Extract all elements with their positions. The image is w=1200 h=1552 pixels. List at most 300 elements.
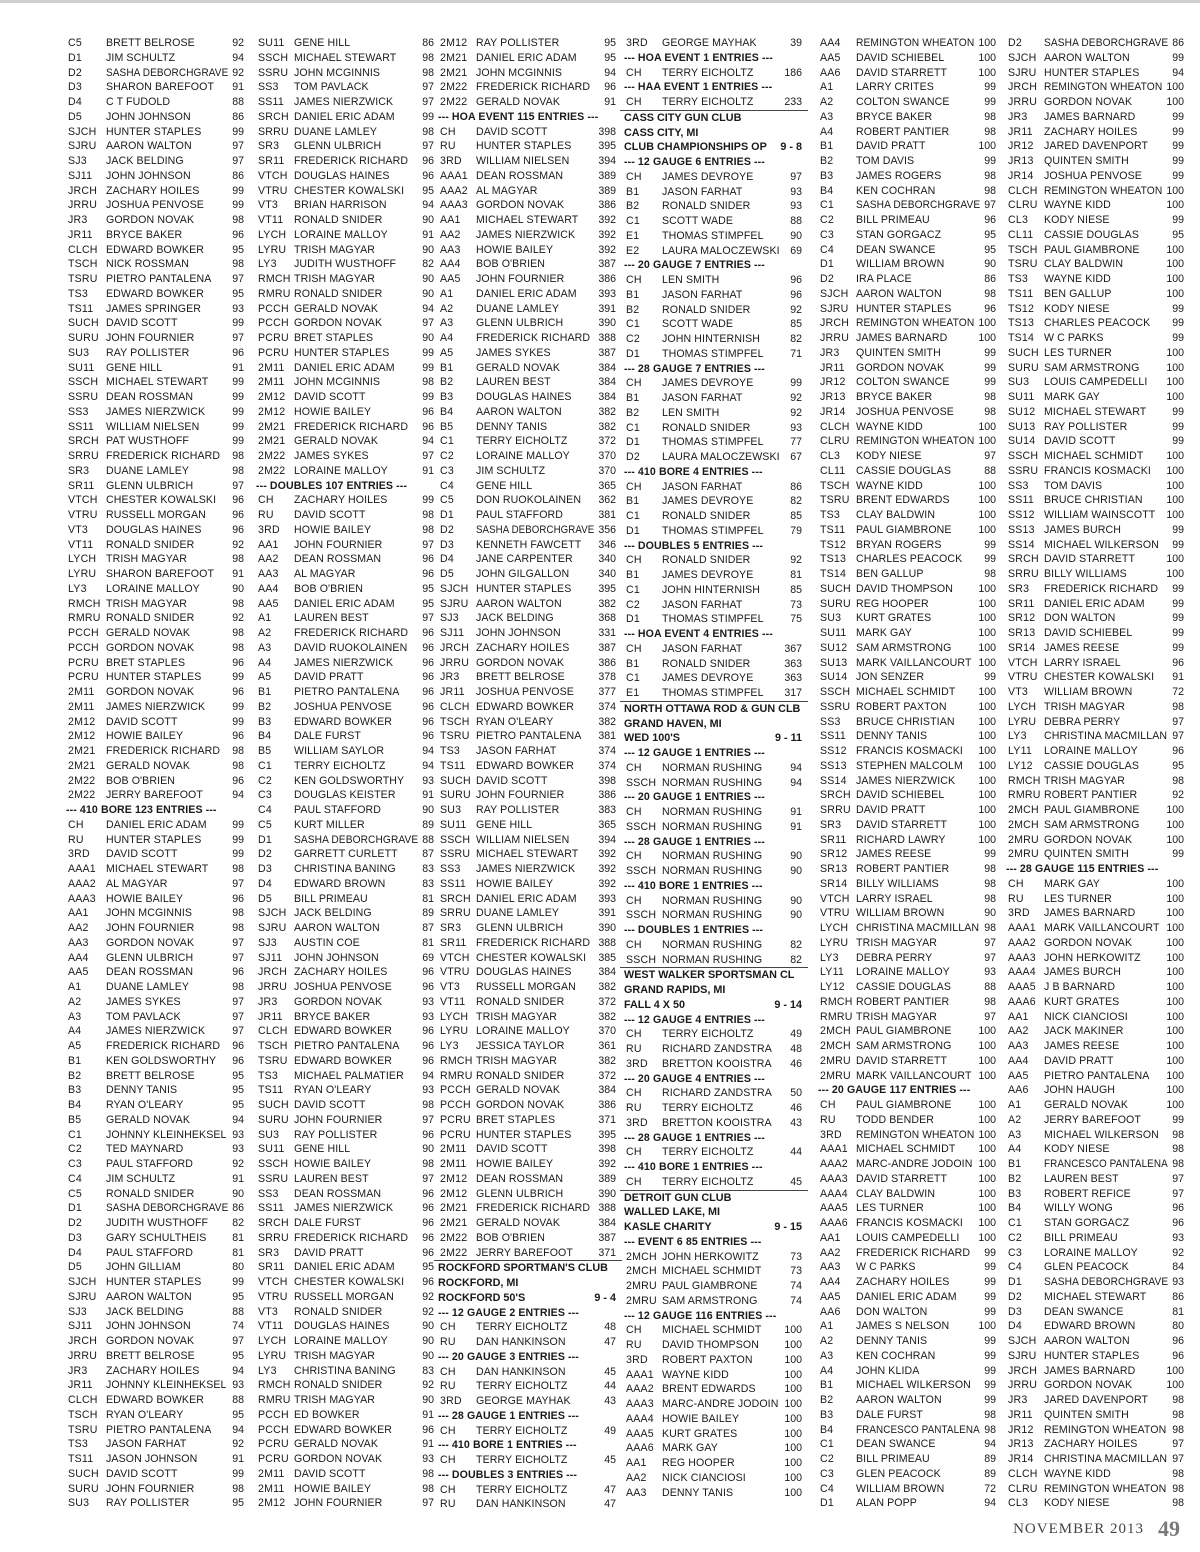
- shooter-name: DAVID PRATT: [856, 804, 926, 816]
- shooter-name: HOWIE BAILEY: [476, 243, 554, 256]
- score: 98: [984, 391, 996, 403]
- result-row: [252, 538, 440, 553]
- result-row: [434, 228, 622, 243]
- score: 381: [598, 509, 616, 521]
- score: 85: [790, 583, 802, 596]
- result-row: [62, 862, 250, 877]
- shooter-name: LARRY ISRAEL: [1044, 656, 1121, 669]
- class-code: AA2: [258, 553, 279, 566]
- score: 74: [790, 1294, 802, 1307]
- shooter-name: AUSTIN COE: [294, 936, 360, 949]
- score: 98: [1172, 1394, 1184, 1406]
- shooter-name: MARK GAY: [1044, 877, 1100, 890]
- shooter-name: RONALD SNIDER: [106, 538, 195, 551]
- result-row: [434, 1320, 622, 1335]
- class-code: B2: [440, 376, 454, 389]
- shooter-name: GLENN ULBRICH: [476, 922, 564, 934]
- class-code: AA1: [820, 1231, 841, 1244]
- class-code: JR12: [1008, 1423, 1034, 1436]
- class-code: SS3: [68, 405, 89, 418]
- class-code: D2: [1008, 1290, 1022, 1303]
- score: 100: [1166, 804, 1184, 816]
- score: 92: [790, 303, 802, 316]
- class-code: TS11: [68, 302, 94, 315]
- shooter-name: DAVID STARRETT: [856, 1054, 948, 1067]
- result-row: [252, 1187, 440, 1202]
- result-row: [620, 1412, 808, 1427]
- result-row: [814, 375, 1002, 390]
- score: 100: [784, 1486, 802, 1499]
- score: 49: [790, 1028, 802, 1041]
- score: 96: [232, 346, 244, 359]
- shooter-name: DUANE LAMLEY: [106, 464, 190, 477]
- entries-header-text: --- 28 GAUGE 1 ENTRIES ---: [624, 835, 765, 848]
- result-row: [1002, 1054, 1190, 1069]
- class-code: SSCH: [626, 909, 657, 922]
- class-code: SS11: [68, 420, 94, 433]
- shooter-name: RYAN O'LEARY: [476, 715, 554, 728]
- result-row: [252, 272, 440, 287]
- score: 96: [422, 405, 434, 418]
- club-heading: [620, 983, 808, 998]
- result-row: [252, 1039, 440, 1054]
- score: 45: [790, 1175, 802, 1188]
- score: 47: [604, 1483, 616, 1496]
- class-code: C4: [440, 479, 454, 492]
- result-row: [62, 390, 250, 405]
- entries-header-text: --- 20 GAUGE 117 ENTRIES ---: [818, 1084, 971, 1097]
- result-row: [62, 228, 250, 243]
- shooter-name: AL MAGYAR: [106, 877, 168, 890]
- score: 98: [984, 1408, 996, 1421]
- result-row: [814, 1275, 1002, 1290]
- score: 98: [984, 877, 996, 890]
- shooter-name: DEBRA PERRY: [1044, 715, 1121, 728]
- class-code: SSRU: [1008, 464, 1039, 477]
- score: 100: [1166, 1040, 1184, 1052]
- result-row: [434, 700, 622, 715]
- class-code: SJRU: [1008, 66, 1037, 79]
- class-code: JR3: [258, 995, 278, 1008]
- class-code: LYRU: [820, 936, 849, 949]
- class-code: CLRU: [1008, 199, 1038, 212]
- result-row: [62, 1260, 250, 1275]
- shooter-name: TERRY EICHOLTZ: [662, 66, 754, 79]
- score: 95: [232, 287, 244, 300]
- result-row: [814, 582, 1002, 597]
- class-code: RU: [626, 1043, 642, 1055]
- class-code: SU3: [68, 346, 90, 359]
- result-row: [814, 670, 1002, 685]
- result-row: [1002, 744, 1190, 759]
- result-row: [62, 611, 250, 626]
- result-row: [814, 272, 1002, 287]
- score: 94: [984, 1497, 996, 1510]
- score: 98: [984, 287, 996, 300]
- class-code: SU3: [820, 612, 842, 625]
- score: 96: [1172, 1217, 1184, 1229]
- score: 67: [790, 451, 802, 463]
- result-row: [1002, 184, 1190, 199]
- score: 96: [422, 1202, 434, 1215]
- score: 388: [598, 1202, 616, 1215]
- score: 93: [232, 302, 244, 315]
- entries-header: [620, 746, 808, 761]
- result-row: [434, 51, 622, 66]
- shooter-name: MICHAEL SCHMIDT: [662, 1324, 762, 1337]
- score: 100: [1166, 96, 1184, 108]
- score: 44: [604, 1380, 616, 1393]
- result-row: [252, 715, 440, 730]
- result-row: [620, 583, 808, 598]
- shooter-name: ROBERT PAXTON: [856, 700, 947, 713]
- shooter-name: BRYAN ROGERS: [856, 538, 942, 551]
- score: 99: [232, 671, 244, 684]
- score: 96: [232, 494, 244, 507]
- entries-header: [620, 465, 808, 480]
- result-row: [434, 1365, 622, 1380]
- result-row: [252, 965, 440, 980]
- score: 387: [598, 346, 616, 359]
- shooter-name: JASON FARHAT: [662, 598, 743, 611]
- score: 93: [422, 774, 434, 787]
- result-row: [62, 420, 250, 435]
- score: 386: [598, 789, 616, 802]
- result-row: [620, 435, 808, 450]
- score: 98: [232, 907, 244, 920]
- score: 100: [784, 1339, 802, 1351]
- class-code: RMCH: [68, 597, 101, 610]
- shooter-name: CHESTER KOWALSKI: [1044, 671, 1155, 684]
- score: 45: [604, 1365, 616, 1378]
- score: 374: [598, 759, 616, 772]
- shooter-name: JOHN FOURNIER: [294, 1113, 383, 1126]
- shooter-name: GORDON NOVAK: [1044, 96, 1133, 108]
- shooter-name: BRYCE BAKER: [294, 1010, 371, 1023]
- score: 98: [232, 597, 244, 610]
- score: 99: [1172, 405, 1184, 418]
- score: 99: [984, 361, 996, 374]
- class-code: JRCH: [258, 966, 288, 979]
- result-row: [434, 1010, 622, 1025]
- class-code: SUCH: [68, 317, 99, 330]
- class-code: AAA2: [68, 877, 96, 890]
- shooter-name: GENE HILL: [294, 37, 351, 49]
- shooter-name: ROBERT PANTIER: [856, 995, 950, 1008]
- result-row: [814, 597, 1002, 612]
- result-row: [252, 906, 440, 921]
- class-code: A2: [68, 995, 82, 1008]
- result-row: [62, 1349, 250, 1364]
- result-row: [62, 833, 250, 848]
- score: 100: [978, 597, 996, 610]
- result-row: [434, 582, 622, 597]
- score: 99: [984, 376, 996, 389]
- result-row: [434, 980, 622, 995]
- score: 100: [978, 1202, 996, 1215]
- class-code: SR11: [258, 155, 285, 167]
- class-code: SRRU: [1008, 568, 1039, 580]
- class-code: SU11: [258, 37, 285, 49]
- score: 386: [598, 656, 616, 669]
- class-code: AAA6: [1008, 995, 1036, 1008]
- class-code: 2M21: [68, 759, 96, 772]
- score: 88: [984, 464, 996, 477]
- result-row: [1002, 818, 1190, 833]
- shooter-name: GLENN ULBRICH: [106, 951, 194, 964]
- class-code: SUCH: [1008, 346, 1039, 359]
- class-code: C1: [258, 759, 272, 772]
- result-row: [620, 494, 808, 509]
- class-code: D1: [258, 833, 272, 846]
- result-row: [62, 1423, 250, 1438]
- result-row: [814, 1393, 1002, 1408]
- shooter-name: DALE FURST: [856, 1408, 923, 1421]
- shooter-name: AARON WALTON: [106, 1290, 192, 1303]
- shooter-name: NICK CIANCIOSI: [662, 1471, 746, 1484]
- class-code: VTCH: [1008, 656, 1038, 669]
- score: 82: [790, 953, 802, 966]
- shooter-name: TRISH MAGYAR: [294, 1349, 376, 1362]
- class-code: SR11: [68, 479, 95, 492]
- result-row: [814, 1467, 1002, 1482]
- result-row: [620, 1441, 808, 1456]
- event-name: CLUB CHAMPIONSHIPS OP: [624, 141, 767, 154]
- score: 97: [422, 1497, 434, 1510]
- result-row: [252, 1142, 440, 1157]
- class-code: CH: [258, 494, 274, 507]
- shooter-name: SASHA DEBORCHGRAVE: [1044, 1276, 1169, 1288]
- result-row: [252, 1275, 440, 1290]
- shooter-name: LAURA MALOCZEWSKI: [662, 244, 780, 257]
- score: 72: [1172, 686, 1184, 698]
- shooter-name: LORAINE MALLOY: [106, 582, 200, 595]
- shooter-name: NORMAN RUSHING: [662, 938, 763, 951]
- score: 100: [978, 745, 996, 757]
- score: 48: [604, 1321, 616, 1334]
- result-row: [434, 405, 622, 420]
- class-code: AA1: [440, 214, 461, 226]
- shooter-name: SCOTT WADE: [662, 318, 734, 331]
- result-row: [434, 847, 622, 862]
- score: 99: [1172, 641, 1184, 654]
- club-heading: [620, 110, 808, 126]
- score: 99: [984, 1261, 996, 1274]
- class-code: CH: [626, 806, 642, 818]
- shooter-name: FRANCESCO PANTALENA: [856, 1423, 980, 1436]
- class-code: SS11: [258, 96, 284, 108]
- score: 94: [232, 1113, 244, 1126]
- class-code: AAA5: [820, 1202, 848, 1215]
- shooter-name: DAVID PRATT: [294, 671, 364, 684]
- class-code: AAA3: [820, 1172, 848, 1185]
- class-code: A3: [440, 317, 454, 330]
- class-code: LYCH: [258, 228, 287, 241]
- result-row: [814, 228, 1002, 243]
- score: 98: [232, 214, 244, 226]
- class-code: SRCH: [820, 789, 851, 802]
- score: 100: [1166, 553, 1184, 566]
- result-row: [814, 567, 1002, 582]
- score: 96: [1172, 656, 1184, 669]
- score: 100: [784, 1353, 802, 1366]
- shooter-name: JAMES NIERZWICK: [294, 96, 394, 108]
- event-heading: [620, 731, 808, 746]
- class-code: SUCH: [258, 1099, 289, 1111]
- entries-header: [434, 1468, 622, 1483]
- shooter-name: EDWARD BOWKER: [106, 1394, 205, 1406]
- class-code: VTRU: [820, 907, 850, 920]
- score: 100: [784, 1471, 802, 1484]
- result-row: [62, 1128, 250, 1143]
- score: 39: [790, 37, 802, 49]
- score: 90: [422, 273, 434, 285]
- score: 100: [1166, 877, 1184, 890]
- score: 89: [422, 907, 434, 920]
- result-row: [620, 568, 808, 583]
- result-row: [434, 538, 622, 553]
- score: 387: [598, 1231, 616, 1244]
- class-code: SJCH: [68, 1276, 97, 1288]
- result-row: [1002, 110, 1190, 125]
- result-row: [252, 788, 440, 803]
- result-row: [620, 1323, 808, 1338]
- class-code: D4: [1008, 1320, 1022, 1333]
- score: 96: [422, 641, 434, 654]
- score: 382: [598, 1054, 616, 1067]
- class-code: SU11: [1008, 391, 1035, 403]
- score: 98: [984, 125, 996, 138]
- shooter-name: HUNTER STAPLES: [476, 1128, 572, 1141]
- shooter-name: W C PARKS: [856, 1261, 916, 1274]
- result-row: [1002, 51, 1190, 66]
- score: 382: [598, 420, 616, 433]
- result-row: [1002, 833, 1190, 848]
- result-row: [814, 95, 1002, 110]
- result-row: [252, 1378, 440, 1393]
- result-row: [434, 95, 622, 110]
- shooter-name: DEAN SWANCE: [856, 1438, 936, 1451]
- score: 95: [1172, 228, 1184, 241]
- result-row: [434, 1098, 622, 1113]
- class-code: LY12: [820, 981, 845, 993]
- result-row: [434, 744, 622, 759]
- result-row: [1002, 316, 1190, 331]
- class-code: E2: [626, 244, 640, 257]
- shooter-name: RICHARD ZANDSTRA: [662, 1043, 772, 1055]
- class-code: PCRU: [68, 656, 99, 669]
- score: 340: [598, 553, 616, 566]
- shooter-name: DAVID THOMPSON: [662, 1339, 759, 1351]
- shooter-name: RONALD SNIDER: [476, 1069, 565, 1082]
- class-code: B1: [68, 1054, 82, 1067]
- score: 99: [984, 1246, 996, 1259]
- class-code: B4: [258, 730, 272, 743]
- result-row: [1002, 66, 1190, 81]
- class-code: 3RD: [68, 848, 90, 861]
- result-row: [814, 1334, 1002, 1349]
- result-row: [434, 346, 622, 361]
- score: 92: [232, 37, 244, 49]
- score: 99: [232, 184, 244, 197]
- shooter-name: CASSIE DOUGLAS: [856, 464, 952, 477]
- score: 90: [422, 332, 434, 344]
- result-row: [252, 390, 440, 405]
- result-row: [814, 656, 1002, 671]
- score: 94: [790, 776, 802, 789]
- shooter-name: GORDON NOVAK: [294, 995, 383, 1008]
- shooter-name: JASON FARHAT: [662, 642, 743, 655]
- shooter-name: WAYNE KIDD: [1044, 273, 1111, 285]
- score: 100: [978, 612, 996, 625]
- score: 86: [790, 480, 802, 493]
- shooter-name: FREDERICK RICHARD: [476, 81, 591, 94]
- score: 100: [784, 1427, 802, 1440]
- class-code: AA4: [440, 258, 461, 271]
- shooter-name: TED MAYNARD: [106, 1143, 184, 1156]
- score: 100: [1166, 450, 1184, 462]
- score: 100: [978, 582, 996, 595]
- entries-header: [620, 80, 808, 95]
- shooter-name: KEN GOLDSWORTHY: [294, 774, 405, 787]
- score: 100: [978, 1113, 996, 1126]
- shooter-name: JAMES SYKES: [294, 450, 369, 462]
- result-row: [62, 302, 250, 317]
- shooter-name: BOB O'BRIEN: [106, 774, 176, 787]
- class-code: PCRU: [258, 346, 289, 359]
- score: 97: [1172, 715, 1184, 728]
- score: 100: [1166, 243, 1184, 256]
- shooter-name: MICHAEL STEWART: [106, 863, 209, 875]
- result-row: [814, 1231, 1002, 1246]
- club-heading: [434, 1276, 622, 1291]
- shooter-name: NORMAN RUSHING: [662, 776, 763, 789]
- score: 395: [598, 582, 616, 595]
- shooter-name: JESSICA TAYLOR: [476, 1040, 565, 1052]
- class-code: JR3: [440, 671, 460, 684]
- score: 100: [1166, 479, 1184, 492]
- shooter-name: RYAN O'LEARY: [106, 1408, 184, 1421]
- shooter-name: KODY NIESE: [1044, 302, 1110, 315]
- shooter-name: LORAINE MALLOY: [294, 464, 388, 477]
- shooter-name: PAUL STAFFORD: [476, 509, 564, 521]
- score: 94: [422, 1069, 434, 1082]
- result-row: [434, 479, 622, 494]
- class-code: SRCH: [258, 110, 289, 123]
- score: 92: [790, 406, 802, 419]
- class-code: PCCH: [440, 1084, 471, 1097]
- result-row: [814, 302, 1002, 317]
- score: 97: [790, 170, 802, 183]
- class-code: SS3: [1008, 479, 1029, 492]
- score: 99: [984, 1335, 996, 1347]
- result-row: [252, 877, 440, 892]
- score: 46: [790, 1057, 802, 1070]
- class-code: 2M12: [68, 715, 96, 728]
- shooter-name: QUINTEN SMITH: [1044, 848, 1129, 861]
- score: 381: [598, 730, 616, 743]
- class-code: SURU: [1008, 361, 1039, 374]
- entries-header-text: --- HOA EVENT 115 ENTRIES ---: [438, 110, 599, 123]
- shooter-name: BILL PRIMEAU: [1044, 1231, 1118, 1244]
- shooter-name: LARRY ISRAEL: [856, 892, 933, 905]
- class-code: SU11: [68, 361, 95, 374]
- result-row: [434, 567, 622, 582]
- result-row: [1002, 139, 1190, 154]
- class-code: SS13: [1008, 523, 1035, 536]
- result-row: [434, 316, 622, 331]
- score: 75: [790, 613, 802, 626]
